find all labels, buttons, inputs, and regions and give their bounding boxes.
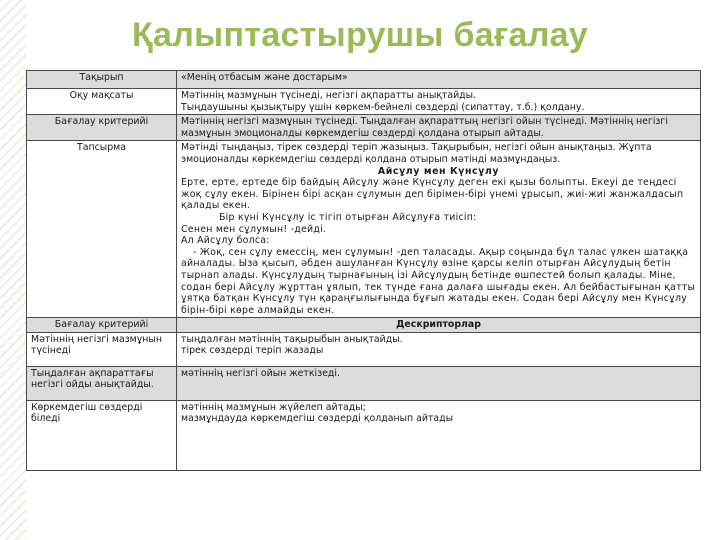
topic-value: «Менің отбасым және достарым» (177, 71, 701, 89)
descriptor-value (177, 366, 701, 400)
story-paragraph: Ал Айсұлу болса: (181, 235, 270, 247)
descriptor-line: тірек сөздерді теріп жазады (181, 345, 324, 357)
story-paragraph: Сенен мен сұлумын! -дейді. (181, 223, 327, 235)
table-row-task (27, 141, 701, 318)
descriptor-criterion: Мәтіннің негізгі мазмұнын түсінеді (27, 332, 177, 366)
objective-line: Тыңдаушыны қызықтыру үшін көркем-бейнелі сөздерді (сипаттау, т.б.) қолдану. (181, 101, 585, 113)
objective-label: Оқу мақсаты (27, 89, 177, 115)
criteria-header-label: Бағалау критерийі (27, 318, 177, 333)
criteria-label: Бағалау критерийі (27, 115, 177, 141)
descriptor-criterion: Тыңдалған ақпараттағы негізгі ойды анықтайды. (27, 366, 177, 400)
task-value (177, 141, 701, 318)
task-instruction: Мәтінді тыңдаңыз, тірек сөздерді теріп жазыңыз. Тақырыбын, негізгі ойын анықтаңыз. Жұпта эмоционалды көркемдегіш сөздерді қолдана отырып мәтінді мазмұндаңыз. (181, 142, 652, 165)
criteria-value: Мәтіннің негізгі мазмұнын түсінеді. Тыңдалған ақпараттың негізгі ойын түсінеді. Мәтіннің негізгі мазмұнын эмоционалды көркемдегіш сөздерді қолдана отырып айтады. (177, 115, 701, 141)
objective-line: Мәтіннің мазмұнын түсінеді, негізгі ақпаратты анықтайды. (181, 90, 477, 101)
story-paragraph: Ерте, ерте, ертеде бір байдың Айсұлу және Күнсұлу деген екі қызы болыпты. Екеуі де теңдесі жоқ сұлу екен. Бірінен бірі асқан сұлумын деп бірімен-бірі үнемі ұрысып, жиі-жиі жанжалдасып қалады екен. (181, 177, 684, 212)
descriptor-value (177, 400, 701, 470)
story-title: Айсұлу мен Күнсұлу (377, 165, 500, 177)
descriptors-header: Дескрипторлар (177, 318, 701, 333)
page-title: Қалыптастырушы бағалау (131, 16, 589, 54)
topic-label: Тақырып (27, 71, 177, 89)
table-row-criteria (27, 115, 701, 141)
table-row-topic (27, 71, 701, 89)
table-row-descriptor (27, 366, 701, 400)
decorative-stripes (0, 0, 26, 540)
descriptor-criterion: Көркемдегіш сөздерді біледі (27, 400, 177, 470)
objective-value (177, 89, 701, 115)
descriptor-value (177, 332, 701, 366)
task-label: Тапсырма (27, 141, 177, 318)
descriptor-line: мазмұндауда көркемдегіш сөздерді қолданып айтады (181, 413, 454, 425)
descriptor-line: мәтіннің негізгі ойын жеткізеді. (181, 367, 340, 379)
story-paragraph: Бір күні Күнсұлу іс тігіп отырған Айсұлуға тиісіп: (219, 211, 477, 223)
table-row-descriptor (27, 332, 701, 366)
story-paragraph: - Жоқ, сен сұлу емессің, мен сұлумын! -деп таласады. Ақыр соңында бұл талас үлкен шатаққа айналады. Ыза қысып, әбден ашуланған Күнсұлу өзіне қарсы келіп отырған Айсұлудың бетін тырнап алады. Күнсұлудың тырнағының ізі Айсұлудың бетінде өшпестей болып қалады. Міне, содан бері Айсұлу жұрттан ұялып, тек түнде ғана далаға шығады екен. Ал бейбастығынан қатты ұятқа батқан Күнсұлу түн қараңғылығында бұғып жатады екен. Содан бері Айсұлу мен Күнсұлу бірін-бірі көре алмайды екен. (181, 246, 696, 316)
descriptor-line: мәтіннің мазмұнын жүйелеп айтады; (181, 401, 366, 413)
assessment-table (26, 70, 701, 471)
table-row-objective (27, 89, 701, 115)
table-row-descriptor (27, 400, 701, 470)
descriptor-line: тыңдалған мәтіннің тақырыбын анықтайды. (181, 333, 403, 345)
table-row-criteria-header (27, 318, 701, 333)
